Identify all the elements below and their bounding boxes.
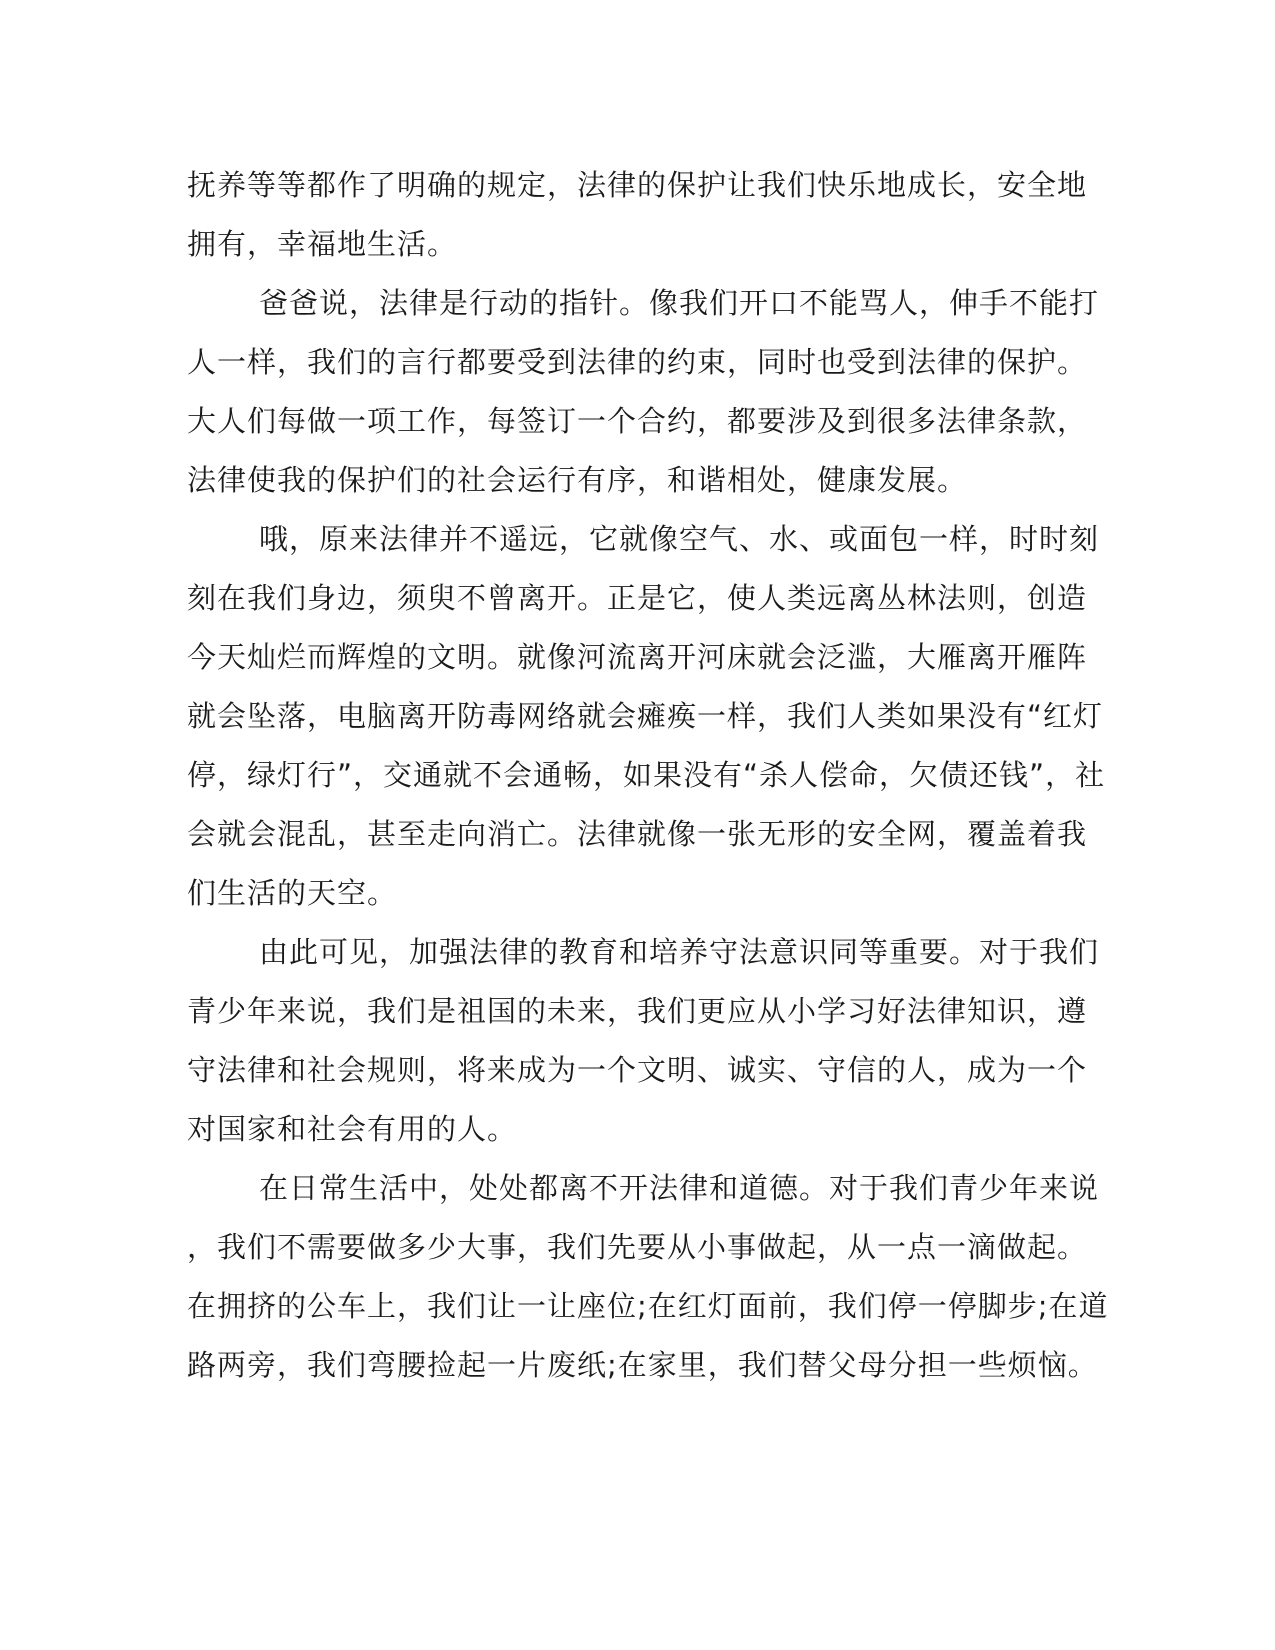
- text-line: 大人们每做一项工作，每签订一个合约，都要涉及到很多法律条款，: [187, 404, 1088, 438]
- paragraph-start-line: 由此可见，加强法律的教育和培养守法意识同等重要。对于我们: [259, 935, 1100, 969]
- text-line: 守法律和社会规则，将来成为一个文明、诚实、守信的人，成为一个: [187, 1053, 1088, 1087]
- paragraph-start-line: 在日常生活中，处处都离不开法律和道德。对于我们青少年来说: [259, 1171, 1100, 1205]
- text-line: 人一样，我们的言行都要受到法律的约束，同时也受到法律的保护。: [187, 345, 1088, 379]
- text-line: 在拥挤的公车上，我们让一让座位;在红灯面前，我们停一停脚步;在道: [187, 1289, 1109, 1323]
- body-text: [187, 156, 1109, 1395]
- text-line: 停，绿灯行”，交通就不会通畅，如果没有“杀人偿命，欠债还钱”，社: [187, 758, 1106, 792]
- text-line: ，我们不需要做多少大事，我们先要从小事做起，从一点一滴做起。: [187, 1230, 1088, 1264]
- text-line: 就会坠落，电脑离开防毒网络就会瘫痪一样，我们人类如果没有“红灯: [187, 699, 1104, 733]
- text-line: 今天灿烂而辉煌的文明。就像河流离开河床就会泛滥，大雁离开雁阵: [187, 640, 1088, 674]
- text-line: 法律使我的保护们的社会运行有序，和谐相处，健康发展。: [187, 463, 968, 497]
- text-line: 青少年来说，我们是祖国的未来，我们更应从小学习好法律知识，遵: [187, 994, 1088, 1028]
- text-line: 会就会混乱，甚至走向消亡。法律就像一张无形的安全网，覆盖着我: [187, 817, 1088, 851]
- text-line: 抚养等等都作了明确的规定，法律的保护让我们快乐地成长，安全地: [187, 168, 1088, 202]
- text-line: 拥有，幸福地生活。: [187, 227, 458, 261]
- text-line: 对国家和社会有用的人。: [187, 1112, 518, 1146]
- paragraph-start-line: 爸爸说，法律是行动的指针。像我们开口不能骂人，伸手不能打: [259, 286, 1100, 320]
- text-line: 路两旁，我们弯腰捡起一片废纸;在家里，我们替父母分担一些烦恼。: [187, 1348, 1098, 1382]
- text-line: 刻在我们身边，须臾不曾离开。正是它，使人类远离丛林法则，创造: [187, 581, 1088, 615]
- text-line: 们生活的天空。: [187, 876, 398, 910]
- paragraph-start-line: 哦，原来法律并不遥远，它就像空气、水、或面包一样，时时刻: [259, 522, 1100, 556]
